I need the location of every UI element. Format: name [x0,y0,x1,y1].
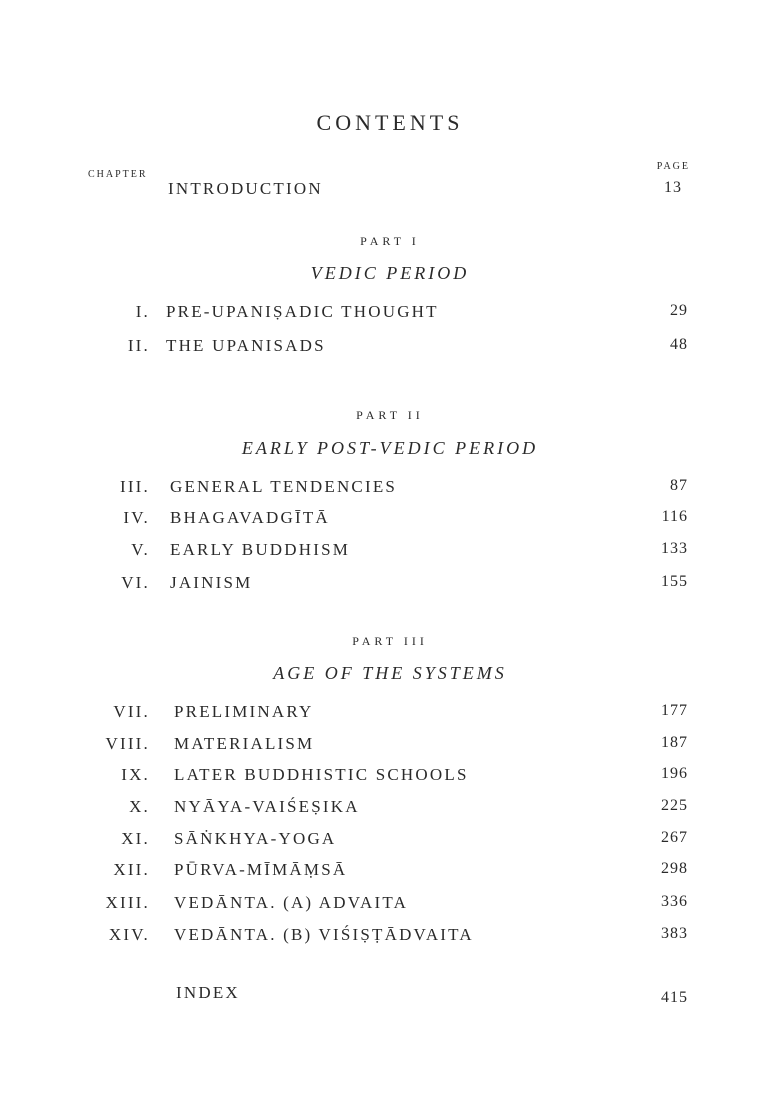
entry-title: LATER BUDDHISTIC SCHOOLS [174,765,469,784]
chapter-number: X. [129,797,150,816]
entry-page: 133 [661,540,688,557]
entry-title: EARLY BUDDHISM [170,540,351,559]
page-column-label: PAGE [656,161,690,172]
chapter-number: I. [135,302,150,321]
entry-title: JAINISM [170,573,253,592]
chapter-number: V. [131,540,150,559]
toc-entry [0,734,780,758]
toc-entry [0,893,780,917]
chapter-number: VII. [113,702,150,721]
period-heading: AGE OF THE SYSTEMS [273,663,507,683]
toc-entry [0,765,780,789]
toc-entry [0,336,780,360]
entry-page: 415 [661,989,688,1006]
toc-entry [0,829,780,853]
entry-title: NYĀYA-VAIŚEṢIKA [174,797,360,816]
toc-entry [0,540,780,564]
toc-entry [0,797,780,821]
entry-page: 48 [670,336,688,353]
toc-entry [0,573,780,597]
chapter-number: IX. [121,765,150,784]
entry-page: 336 [661,893,688,910]
entry-page: 225 [661,797,688,814]
period-heading: VEDIC PERIOD [310,263,470,283]
chapter-number: II. [127,336,150,355]
entry-title: INDEX [176,983,240,1002]
entry-page: 29 [670,302,688,319]
chapter-number: XI. [121,829,150,848]
toc-entry [0,477,780,501]
part-label: PART III [352,634,428,648]
part-label: PART II [356,408,424,422]
chapter-number: III. [119,477,150,496]
toc-entry-index [0,983,780,1007]
entry-page: 196 [661,765,688,782]
entry-title: INTRODUCTION [168,179,323,198]
chapter-number: IV. [123,508,150,527]
entry-title: VEDĀNTA. (A) ADVAITA [174,893,409,912]
entry-page: 187 [661,734,688,751]
entry-page: 177 [661,702,688,719]
entry-title: PŪRVA-MĪMĀṂSĀ [174,860,348,879]
chapter-number: XII. [113,860,150,879]
entry-title: THE UPANISADS [166,336,326,355]
toc-entry [0,860,780,884]
entry-page: 87 [670,477,688,494]
entry-page: 13 [664,179,682,196]
chapter-number: XIV. [108,925,150,944]
entry-title: PRELIMINARY [174,702,314,721]
entry-page: 116 [661,508,688,525]
entry-page: 155 [661,573,688,590]
chapter-number: XIII. [105,893,150,912]
page-title: CONTENTS [316,110,464,135]
entry-title: BHAGAVADGĪTĀ [170,508,330,527]
chapter-column-label: CHAPTER [88,169,148,180]
chapter-number: VIII. [105,734,150,753]
toc-entry [0,925,780,949]
toc-entry [0,508,780,532]
period-heading: EARLY POST-VEDIC PERIOD [241,438,539,458]
entry-title: GENERAL TENDENCIES [170,477,398,496]
entry-page: 298 [661,860,688,877]
part-label: PART I [360,234,420,248]
entry-title: MATERIALISM [174,734,315,753]
entry-title: VEDĀNTA. (B) VIŚIṢṬĀDVAITA [174,925,474,944]
toc-entry [0,302,780,326]
entry-title: PRE-UPANIṢADIC THOUGHT [166,302,439,321]
toc-entry [0,702,780,726]
chapter-number: VI. [121,573,150,592]
entry-title: SĀṄKHYA-YOGA [174,829,337,848]
entry-page: 383 [661,925,688,942]
toc-entry-introduction [0,179,780,203]
entry-page: 267 [661,829,688,846]
